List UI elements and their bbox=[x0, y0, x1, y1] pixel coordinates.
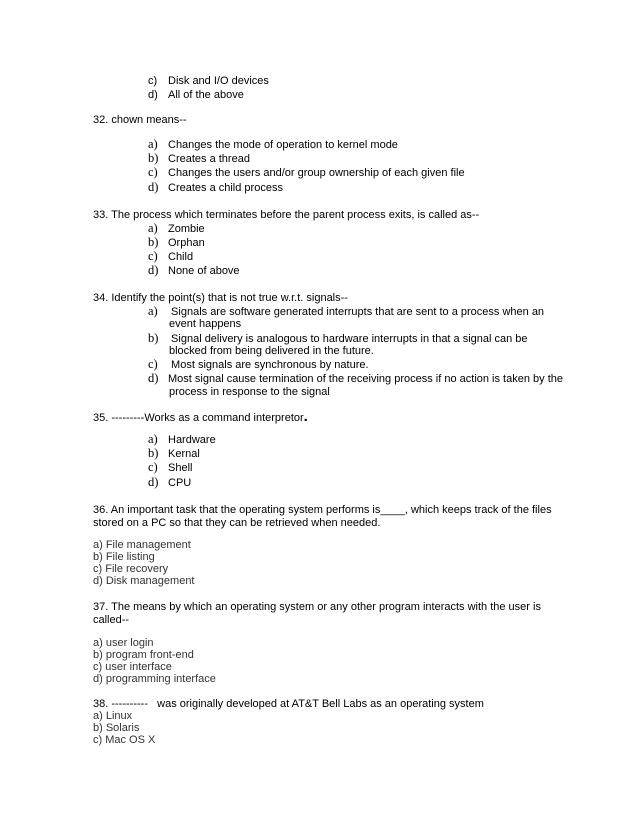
option-letter: c) bbox=[148, 460, 158, 474]
q38-option-b: b) Solaris bbox=[93, 722, 140, 734]
q37-question-line2: called-- bbox=[93, 614, 130, 626]
option-letter: d) bbox=[148, 89, 158, 101]
q34-option-a-continuation: event happens bbox=[169, 318, 242, 330]
option-letter: d) bbox=[148, 371, 159, 385]
option-text: Zombie bbox=[168, 223, 205, 235]
option-letter: d) bbox=[148, 475, 159, 489]
q35-option-a bbox=[148, 432, 216, 447]
q36-option-d: d) Disk management bbox=[93, 575, 195, 587]
option-letter: d) bbox=[148, 263, 159, 277]
q35-option-d bbox=[148, 475, 191, 490]
option-text: Hardware bbox=[168, 434, 216, 446]
q34-question: 34. Identify the point(s) that is not true w.r.t. signals-- bbox=[93, 292, 348, 304]
q33-question: 33. The process which terminates before the parent process exits, is called as-- bbox=[93, 209, 480, 221]
q37-option-d: d) programming interface bbox=[93, 673, 216, 685]
q32-option-d bbox=[148, 180, 283, 195]
q36-option-b: b) File listing bbox=[93, 551, 155, 563]
option-text: Signals are software generated interrupts that are sent to a process when an bbox=[168, 306, 545, 318]
q37-option-b: b) program front-end bbox=[93, 649, 194, 661]
q37-option-a: a) user login bbox=[93, 637, 154, 649]
option-letter: c) bbox=[148, 357, 158, 371]
q33-option-d bbox=[148, 263, 240, 278]
q32-option-a bbox=[148, 137, 398, 152]
option-text: Creates a thread bbox=[168, 153, 250, 165]
q35-option-b bbox=[148, 446, 200, 461]
q31-option-c bbox=[148, 74, 269, 88]
option-letter: a) bbox=[148, 137, 158, 151]
q38-question: 38. ---------- was originally developed at AT&T Bell Labs as an operating system bbox=[93, 698, 484, 710]
option-letter: a) bbox=[148, 432, 158, 446]
option-text: Disk and I/O devices bbox=[168, 75, 269, 87]
option-text: Kernal bbox=[168, 448, 200, 460]
q36-question-line1: 36. An important task that the operating system performs is____, which keeps track of the files bbox=[93, 504, 552, 516]
q34-option-d-continuation: process in response to the signal bbox=[169, 386, 330, 398]
option-letter: b) bbox=[148, 331, 159, 345]
q36-option-a: a) File management bbox=[93, 539, 191, 551]
q34-option-b-continuation: blocked from being delivered in the future. bbox=[169, 345, 374, 357]
option-text: Most signal cause termination of the receiving process if no action is taken by the bbox=[168, 373, 563, 385]
option-letter: c) bbox=[148, 75, 158, 87]
option-text: Shell bbox=[168, 462, 193, 474]
q33-option-a bbox=[148, 221, 205, 236]
q31-option-d bbox=[148, 88, 244, 102]
option-letter: b) bbox=[148, 446, 159, 460]
q35-question-text: 35. ---------Works as a command interpretor bbox=[93, 412, 304, 424]
q34-option-d bbox=[148, 371, 563, 386]
option-letter: a) bbox=[148, 221, 158, 235]
q35-question bbox=[93, 408, 308, 425]
q35-question-period: . bbox=[303, 408, 308, 425]
option-letter: b) bbox=[148, 235, 159, 249]
q32-option-b bbox=[148, 151, 250, 166]
option-text: Creates a child process bbox=[168, 182, 283, 194]
option-text: All of the above bbox=[168, 89, 244, 101]
q37-option-c: c) user interface bbox=[93, 661, 172, 673]
q35-option-c bbox=[148, 460, 192, 475]
option-text: None of above bbox=[168, 265, 240, 277]
option-letter: c) bbox=[148, 249, 158, 263]
q33-option-c bbox=[148, 249, 193, 264]
q36-question-line2: stored on a PC so that they can be retrieved when needed. bbox=[93, 517, 381, 529]
option-letter: a) bbox=[148, 304, 158, 318]
option-text: Orphan bbox=[168, 237, 205, 249]
option-letter: c) bbox=[148, 165, 158, 179]
option-text: Most signals are synchronous by nature. bbox=[168, 359, 369, 371]
option-text: Child bbox=[168, 251, 194, 263]
q32-option-c bbox=[148, 165, 465, 180]
q37-question-line1: 37. The means by which an operating system or any other program interacts with the user is bbox=[93, 601, 541, 613]
option-text: Signal delivery is analogous to hardware interrupts in that a signal can be bbox=[168, 333, 528, 345]
option-letter: d) bbox=[148, 180, 159, 194]
q38-option-c: c) Mac OS X bbox=[93, 734, 156, 746]
q36-option-c: c) File recovery bbox=[93, 563, 169, 575]
q38-option-a: a) Linux bbox=[93, 710, 133, 722]
option-text: Changes the users and/or group ownership of each given file bbox=[168, 167, 465, 179]
option-text: Changes the mode of operation to kernel mode bbox=[168, 139, 398, 151]
q34-option-c bbox=[148, 357, 369, 372]
option-text: CPU bbox=[168, 477, 192, 489]
option-letter: b) bbox=[148, 151, 159, 165]
q33-option-b bbox=[148, 235, 205, 250]
q32-question: 32. chown means-- bbox=[93, 114, 187, 126]
